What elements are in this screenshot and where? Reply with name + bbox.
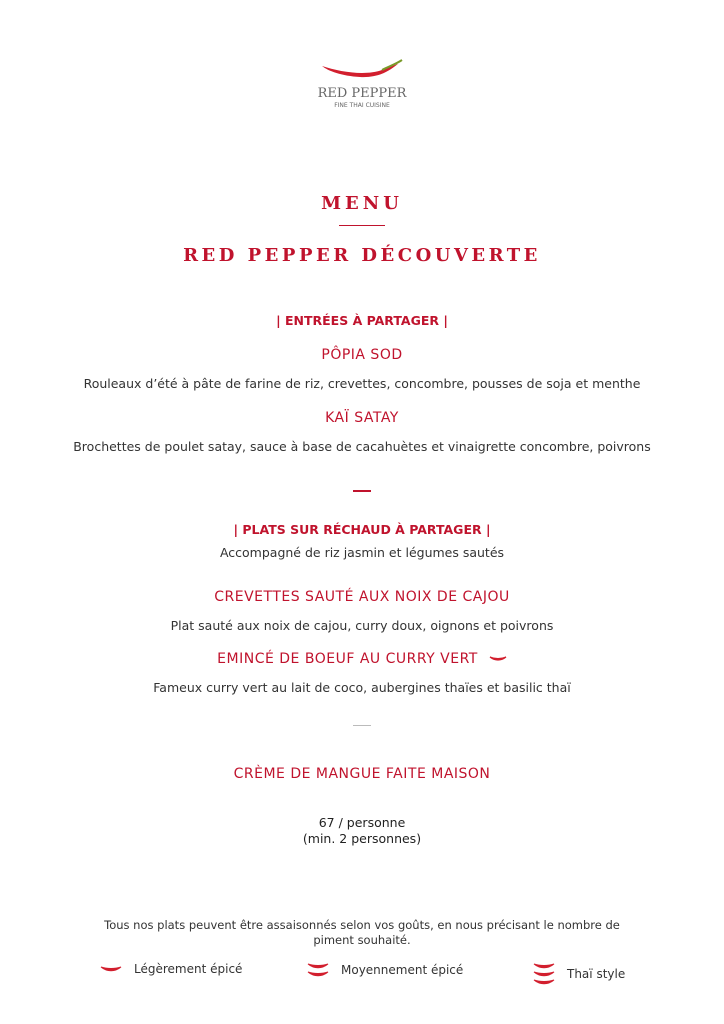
dish-desc: Fameux curry vert au lait de coco, aubergines thaïes et basilic thaï — [153, 680, 571, 695]
logo-tagline: FINE THAI CUISINE — [334, 102, 390, 109]
chili-double-icon — [307, 962, 329, 978]
divider — [353, 490, 371, 492]
dish-name: CRÈME DE MANGUE FAITE MAISON — [233, 766, 491, 782]
section-note: Accompagné de riz jasmin et légumes sautés — [219, 545, 505, 560]
divider — [339, 225, 385, 226]
dish-desc: Rouleaux d’été à pâte de farine de riz, crevettes, concombre, pousses de soja et menthe — [83, 376, 641, 391]
logo-name: RED PEPPER — [317, 86, 407, 101]
price-note: (min. 2 personnes) — [302, 831, 422, 846]
menu-label: MENU — [321, 193, 403, 214]
legend-label: Légèrement épicé — [134, 962, 243, 976]
footer-note: Tous nos plats peuvent être assaisonnés selon vos goûts, en nous précisant le nombre de piment souhaité. — [104, 918, 620, 947]
dish-name: PÔPIA SOD — [321, 347, 403, 363]
legend-label: Thaï style — [567, 967, 626, 981]
dish-item — [0, 651, 724, 667]
menu-title: RED PEPPER DÉCOUVERTE — [183, 245, 541, 266]
dish-name: EMINCÉ DE BOEUF AU CURRY VERT — [217, 651, 478, 667]
chili-icon — [100, 965, 122, 973]
chili-icon — [489, 655, 507, 663]
section-header: | ENTRÉES À PARTAGER | — [276, 313, 448, 328]
legend-item — [307, 962, 463, 978]
dish-name: CREVETTES SAUTÉ AUX NOIX DE CAJOU — [214, 589, 510, 605]
price: 67 / personne — [318, 815, 406, 830]
dish-desc: Brochettes de poulet satay, sauce à base de cacahuètes et vinaigrette concombre, poivrons — [73, 439, 651, 454]
legend-label: Moyennement épicé — [341, 963, 464, 977]
chili-triple-icon — [533, 962, 555, 986]
legend-item — [533, 962, 625, 986]
chili-pepper-logo-icon — [320, 58, 406, 82]
divider — [353, 725, 371, 726]
legend-item — [100, 962, 242, 976]
section-header: | PLATS SUR RÉCHAUD À PARTAGER | — [233, 522, 491, 537]
dish-name: KAÏ SATAY — [325, 410, 399, 426]
dish-desc: Plat sauté aux noix de cajou, curry doux, oignons et poivrons — [170, 618, 554, 633]
